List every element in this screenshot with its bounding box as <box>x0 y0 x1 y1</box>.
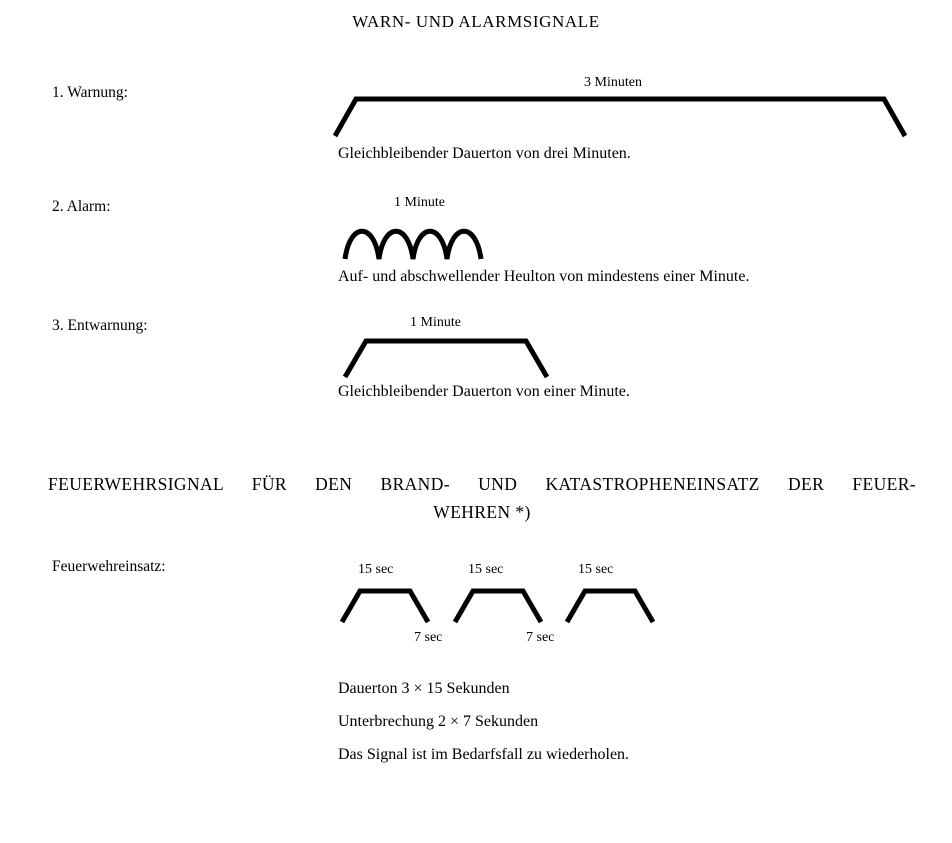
tone-label-1: 15 sec <box>358 562 394 577</box>
waveform-entwarnung <box>340 333 560 381</box>
waveform-feuerwehreinsatz <box>338 582 658 630</box>
pause-label-1: 7 sec <box>414 630 443 645</box>
section-title-line-2: WEHREN *) <box>433 502 531 522</box>
fire-signal-note-1: Dauerton 3 × 15 Sekunden <box>338 680 510 697</box>
fire-signal-note-3: Das Signal ist im Bedarfsfall zu wiederholen. <box>338 746 630 763</box>
duration-label-alarm: 1 Minute <box>394 195 445 210</box>
signal-label-alarm: 2. Alarm: <box>52 198 111 215</box>
page-title: WARN- UND ALARMSIGNALE <box>352 12 600 31</box>
section-title-line-1: FEUERWEHRSIGNAL FÜR DEN BRAND- UND KATASTROPHENEINSATZ DER FEUER- <box>48 474 916 494</box>
fire-signal-notes <box>338 672 629 771</box>
waveform-alarm <box>340 214 530 264</box>
tone-label-3: 15 sec <box>578 562 614 577</box>
signal-label-warnung: 1. Warnung: <box>52 84 128 101</box>
tone-label-2: 15 sec <box>468 562 504 577</box>
signal-description-alarm: Auf- und abschwellender Heulton von mindestens einer Minute. <box>338 268 750 285</box>
signal-description-entwarnung: Gleichbleibender Dauerton von einer Minute. <box>338 383 630 400</box>
duration-label-entwarnung: 1 Minute <box>410 315 461 330</box>
signal-description-warnung: Gleichbleibender Dauerton von drei Minuten. <box>338 145 631 162</box>
signal-label-entwarnung: 3. Entwarnung: <box>52 317 148 334</box>
signal-label-feuerwehreinsatz: Feuerwehreinsatz: <box>52 558 166 575</box>
pause-label-2: 7 sec <box>526 630 555 645</box>
fire-signal-note-2: Unterbrechung 2 × 7 Sekunden <box>338 713 539 730</box>
duration-label-warnung: 3 Minuten <box>584 75 642 90</box>
section-title-feuerwehrsignal <box>48 470 916 526</box>
waveform-warnung <box>330 92 910 140</box>
